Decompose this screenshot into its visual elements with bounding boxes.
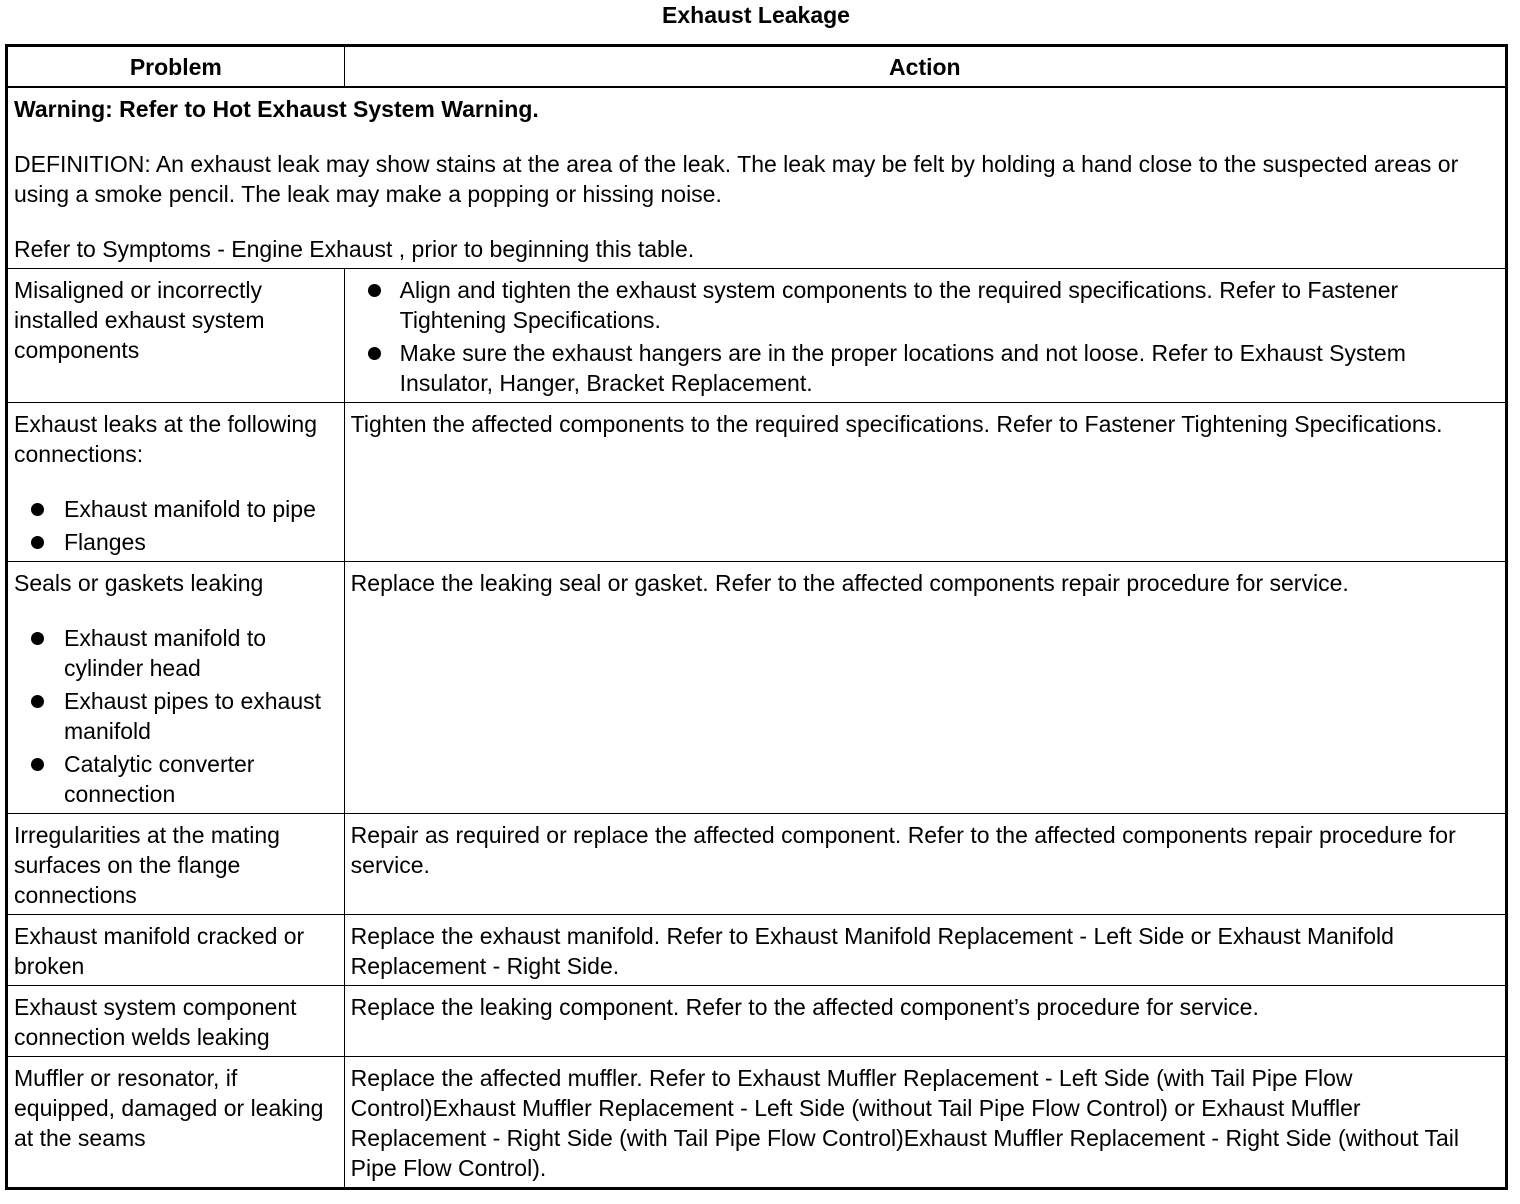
warning-text: Warning: Refer to Hot Exhaust System Warning.	[14, 96, 539, 122]
table-row	[7, 562, 1507, 814]
action-bullet: Align and tighten the exhaust system components to the required specifications. Refer to Fastener Tightening Specifications.	[351, 275, 1499, 335]
problem-bullet: Exhaust pipes to exhaust manifold	[14, 686, 338, 746]
problem-cell	[7, 1057, 345, 1189]
table-row	[7, 915, 1507, 986]
problem-cell	[7, 986, 345, 1057]
intro-row	[7, 87, 1507, 269]
table-row	[7, 814, 1507, 915]
action-cell	[344, 269, 1506, 403]
problem-text: Exhaust manifold cracked or broken	[14, 923, 305, 979]
problem-bullet: Catalytic converter connection	[14, 749, 338, 809]
problem-bullet: Exhaust manifold to cylinder head	[14, 623, 338, 683]
action-cell	[344, 986, 1506, 1057]
action-bullet-list	[351, 275, 1499, 398]
action-cell	[344, 562, 1506, 814]
problem-cell	[7, 915, 345, 986]
problem-bullet: Exhaust manifold to pipe	[14, 494, 338, 524]
action-column-header: Action	[344, 46, 1506, 88]
problem-cell	[7, 403, 345, 562]
action-text: Replace the leaking seal or gasket. Refer to the affected components repair procedure for service.	[350, 570, 1349, 596]
problem-bullet-list	[14, 494, 338, 557]
problem-text: Muffler or resonator, if equipped, damaged or leaking at the seams	[14, 1065, 324, 1151]
action-cell	[344, 1057, 1506, 1189]
problem-text: Seals or gaskets leaking	[14, 570, 264, 596]
exhaust-leakage-table	[5, 44, 1508, 1190]
table-row	[7, 1057, 1507, 1189]
problem-column-header: Problem	[7, 46, 345, 88]
problem-bullet: Flanges	[14, 527, 338, 557]
action-text: Tighten the affected components to the required specifications. Refer to Fastener Tightening Specifications.	[350, 411, 1443, 437]
problem-cell	[7, 562, 345, 814]
problem-cell	[7, 269, 345, 403]
definition-text: DEFINITION: An exhaust leak may show stains at the area of the leak. The leak may be felt by holding a hand close to the suspected areas or using a smoke pencil. The leak may make a popping or hissing noise.	[14, 151, 1459, 207]
action-cell	[344, 403, 1506, 562]
problem-bullet-list	[14, 623, 338, 809]
intro-cell	[7, 87, 1507, 269]
refer-text: Refer to Symptoms - Engine Exhaust , prior to beginning this table.	[14, 236, 695, 262]
problem-text: Exhaust leaks at the following connections:	[14, 411, 318, 467]
action-text: Replace the affected muffler. Refer to Exhaust Muffler Replacement - Left Side (with Tail Pipe Flow Control)Exhaust Muffler Replacement - Left Side (without Tail Pipe Flow Control) or Exhaust Muffler Replacement - Right Side (with Tail Pipe Flow Control)Exhaust Muffler Replacement - Right Side (without Tail Pipe Flow Control).	[350, 1065, 1459, 1181]
action-text: Replace the leaking component. Refer to the affected component’s procedure for service.	[350, 994, 1259, 1020]
problem-text: Misaligned or incorrectly installed exhaust system components	[14, 277, 265, 363]
table-row	[7, 403, 1507, 562]
page-title: Exhaust Leakage	[662, 2, 850, 28]
action-text: Repair as required or replace the affected component. Refer to the affected components repair procedure for service.	[350, 822, 1456, 878]
action-bullet: Make sure the exhaust hangers are in the proper locations and not loose. Refer to Exhaust System Insulator, Hanger, Bracket Replacement.	[351, 338, 1499, 398]
action-cell	[344, 814, 1506, 915]
table-row	[7, 986, 1507, 1057]
action-cell	[344, 915, 1506, 986]
action-text: Replace the exhaust manifold. Refer to Exhaust Manifold Replacement - Left Side or Exhaust Manifold Replacement - Right Side.	[350, 923, 1394, 979]
problem-text: Exhaust system component connection welds leaking	[14, 994, 297, 1050]
header-row	[7, 46, 1507, 88]
problem-cell	[7, 814, 345, 915]
table-row	[7, 269, 1507, 403]
problem-text: Irregularities at the mating surfaces on the flange connections	[14, 822, 280, 908]
